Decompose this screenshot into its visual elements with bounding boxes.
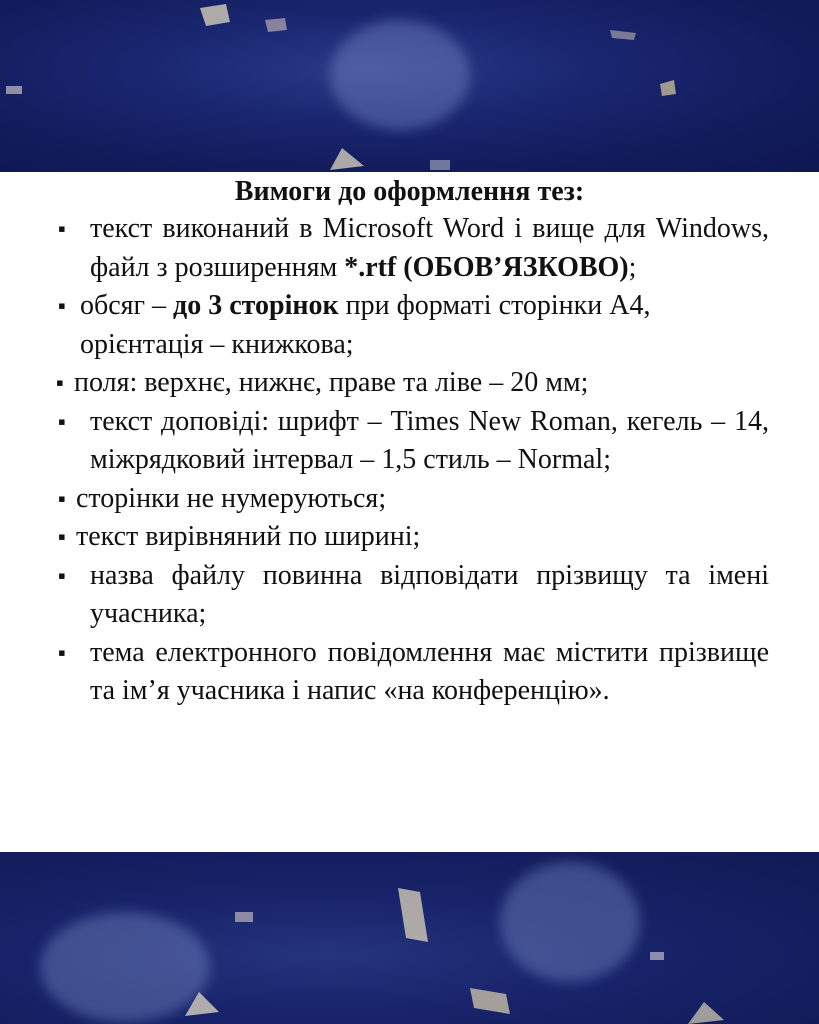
background-top (0, 0, 819, 172)
confetti-piece (688, 1002, 724, 1024)
confetti-piece (185, 992, 219, 1016)
requirements-list (0, 210, 819, 711)
confetti-piece (430, 160, 450, 170)
list-item-text: текст виконаний в Microsoft Word і вище для Windows, файл з розширенням *.rtf (ОБОВ’ЯЗКОВО); (90, 213, 769, 283)
bullet-icon: ▪ (56, 370, 64, 395)
confetti-piece (610, 30, 636, 40)
bullet-icon: ▪ (58, 293, 66, 318)
list-item-text: сторінки не нумеруються; (76, 482, 387, 514)
background-bottom (0, 852, 819, 1024)
confetti-piece (650, 952, 664, 960)
list-item (0, 210, 819, 287)
confetti-piece (470, 988, 510, 1014)
bullet-icon: ▪ (58, 485, 66, 511)
requirements-panel (0, 172, 819, 852)
list-item-text: тема електронного повідомлення має містити прізвище та ім’я учасника і напис «на конференцію». (90, 636, 769, 706)
bullet-icon: ▪ (58, 562, 66, 588)
list-item (0, 403, 819, 480)
list-item-text: назва файлу повинна відповідати прізвищу та імені учасника; (90, 559, 769, 629)
page-title: Вимоги до оформлення тез: (234, 176, 585, 207)
list-item (0, 518, 819, 557)
bullet-icon: ▪ (58, 216, 66, 241)
confetti-piece (235, 912, 253, 922)
confetti-piece (265, 18, 287, 32)
emblem-glow (500, 862, 640, 982)
bullet-icon: ▪ (58, 524, 66, 549)
confetti-piece (200, 4, 230, 26)
list-item (0, 364, 819, 403)
list-item (0, 480, 819, 519)
bullet-icon: ▪ (58, 639, 66, 665)
confetti-piece (330, 148, 364, 170)
list-item (0, 287, 819, 364)
list-item (0, 634, 819, 711)
list-item-text: текст вирівняний по ширині; (76, 521, 421, 552)
confetti-piece (6, 86, 22, 94)
list-item-text: обсяг – до 3 сторінок при форматі сторінки А4, орієнтація – книжкова; (80, 290, 651, 360)
list-item-text: текст доповіді: шрифт – Times New Roman, кегель – 14, міжрядковий інтервал – 1,5 стиль – Normal; (90, 405, 769, 475)
confetti-piece (660, 80, 676, 96)
bullet-icon: ▪ (58, 408, 66, 434)
list-item (0, 557, 819, 634)
confetti-piece (398, 888, 428, 942)
emblem-glow (330, 20, 470, 130)
list-item-text: поля: верхнє, нижнє, праве та ліве – 20 мм; (74, 367, 589, 398)
